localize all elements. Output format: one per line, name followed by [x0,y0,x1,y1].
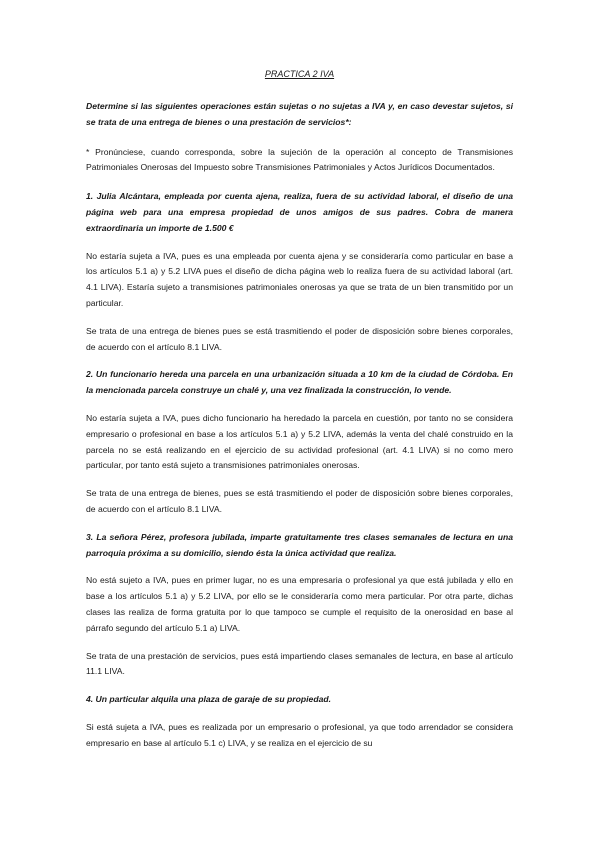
question-1: 1. Julia Alcántara, empleada por cuenta ajena, realiza, fuera de su actividad laboral, el diseño de una página web para una empresa propiedad de unos amigos de sus padres. Cobra de manera extraordinaria un importe de 1.500 € [86,191,513,233]
answer-1-paragraph-1: No estaría sujeta a IVA, pues es una empleada por cuenta ajena y se consideraría como particular en base a los artículos 5.1 a) y 5.2 LIVA pues el diseño de dicha página web lo realiza fuera de su actividad laboral (art. 4.1 LIVA). Estaría sujeto a transmisiones patrimoniales onerosas ya que se trata de un bien transmitido por un particular. [86,250,513,308]
question-3: 3. La señora Pérez, profesora jubilada, imparte gratuitamente tres clases semanales de lectura en una parroquia próxima a su domicilio, siendo ésta la única actividad que realiza. [86,531,513,558]
answer-2-paragraph-1: No estaría sujeta a IVA, pues dicho funcionario ha heredado la parcela en cuestión, por tanto no se considera empresario o profesional en base a los artículos 5.1 a) y 5.2 LIVA, además la venta del chalé construido en la parcela no se está realizando en el ejercicio de su actividad profesional (art. 4.1 LIVA) si no como mero particular, por tanto está sujeto a transmisiones patrimoniales onerosas. [86,412,513,471]
answer-4-paragraph-1: Si está sujeta a IVA, pues es realizada por un empresario o profesional, ya que todo arrendador se considera empresario en base al artículo 5.1 c) LIVA, y se realiza en el ejercicio de su [86,721,513,748]
document-title: PRACTICA 2 IVA [264,69,335,79]
instructions-paragraph: Determine si las siguientes operaciones están sujetas o no sujetas a IVA y, en caso devestar sujetos, si se trata de una entrega de bienes o una prestación de servicios*: [86,101,513,127]
answer-1-paragraph-2: Se trata de una entrega de bienes pues se está trasmitiendo el poder de disposición sobre bienes corporales, de acuerdo con el artículo 8.1 LIVA. [86,325,513,352]
question-2: 2. Un funcionario hereda una parcela en una urbanización situada a 10 km de la ciudad de Córdoba. En la mencionada parcela construye un chalé y, una vez finalizada la construcción, lo vende. [86,369,513,396]
answer-2-paragraph-2: Se trata de una entrega de bienes, pues se está trasmitiendo el poder de disposición sobre bienes corporales, de acuerdo con el artículo 8.1 LIVA. [86,488,513,514]
question-4: 4. Un particular alquila una plaza de garaje de su propiedad. [86,694,331,705]
answer-3-paragraph-2: Se trata de una prestación de servicios, pues está impartiendo clases semanales de lectura, en base al artículo 11.1 LIVA. [86,650,513,677]
answer-3-paragraph-1: No está sujeto a IVA, pues en primer lugar, no es una empresaria o profesional ya que está jubilada y ello en base a los artículos 5.1 a) y 5.2 LIVA, por ello se le consideraría como mera particular. Por otra parte, dichas clases las realiza de forma gratuita por lo que tampoco se cumple el requisito de la onerosidad en base al párrafo segundo del artículo 5.1 a) LIVA. [86,575,513,633]
footnote-paragraph: * Pronúnciese, cuando corresponda, sobre la sujeción de la operación al concepto de Transmisiones Patrimoniales Onerosas del Impuesto sobre Transmisiones Patrimoniales y Actos Jurídicos Documentados. [86,146,513,173]
